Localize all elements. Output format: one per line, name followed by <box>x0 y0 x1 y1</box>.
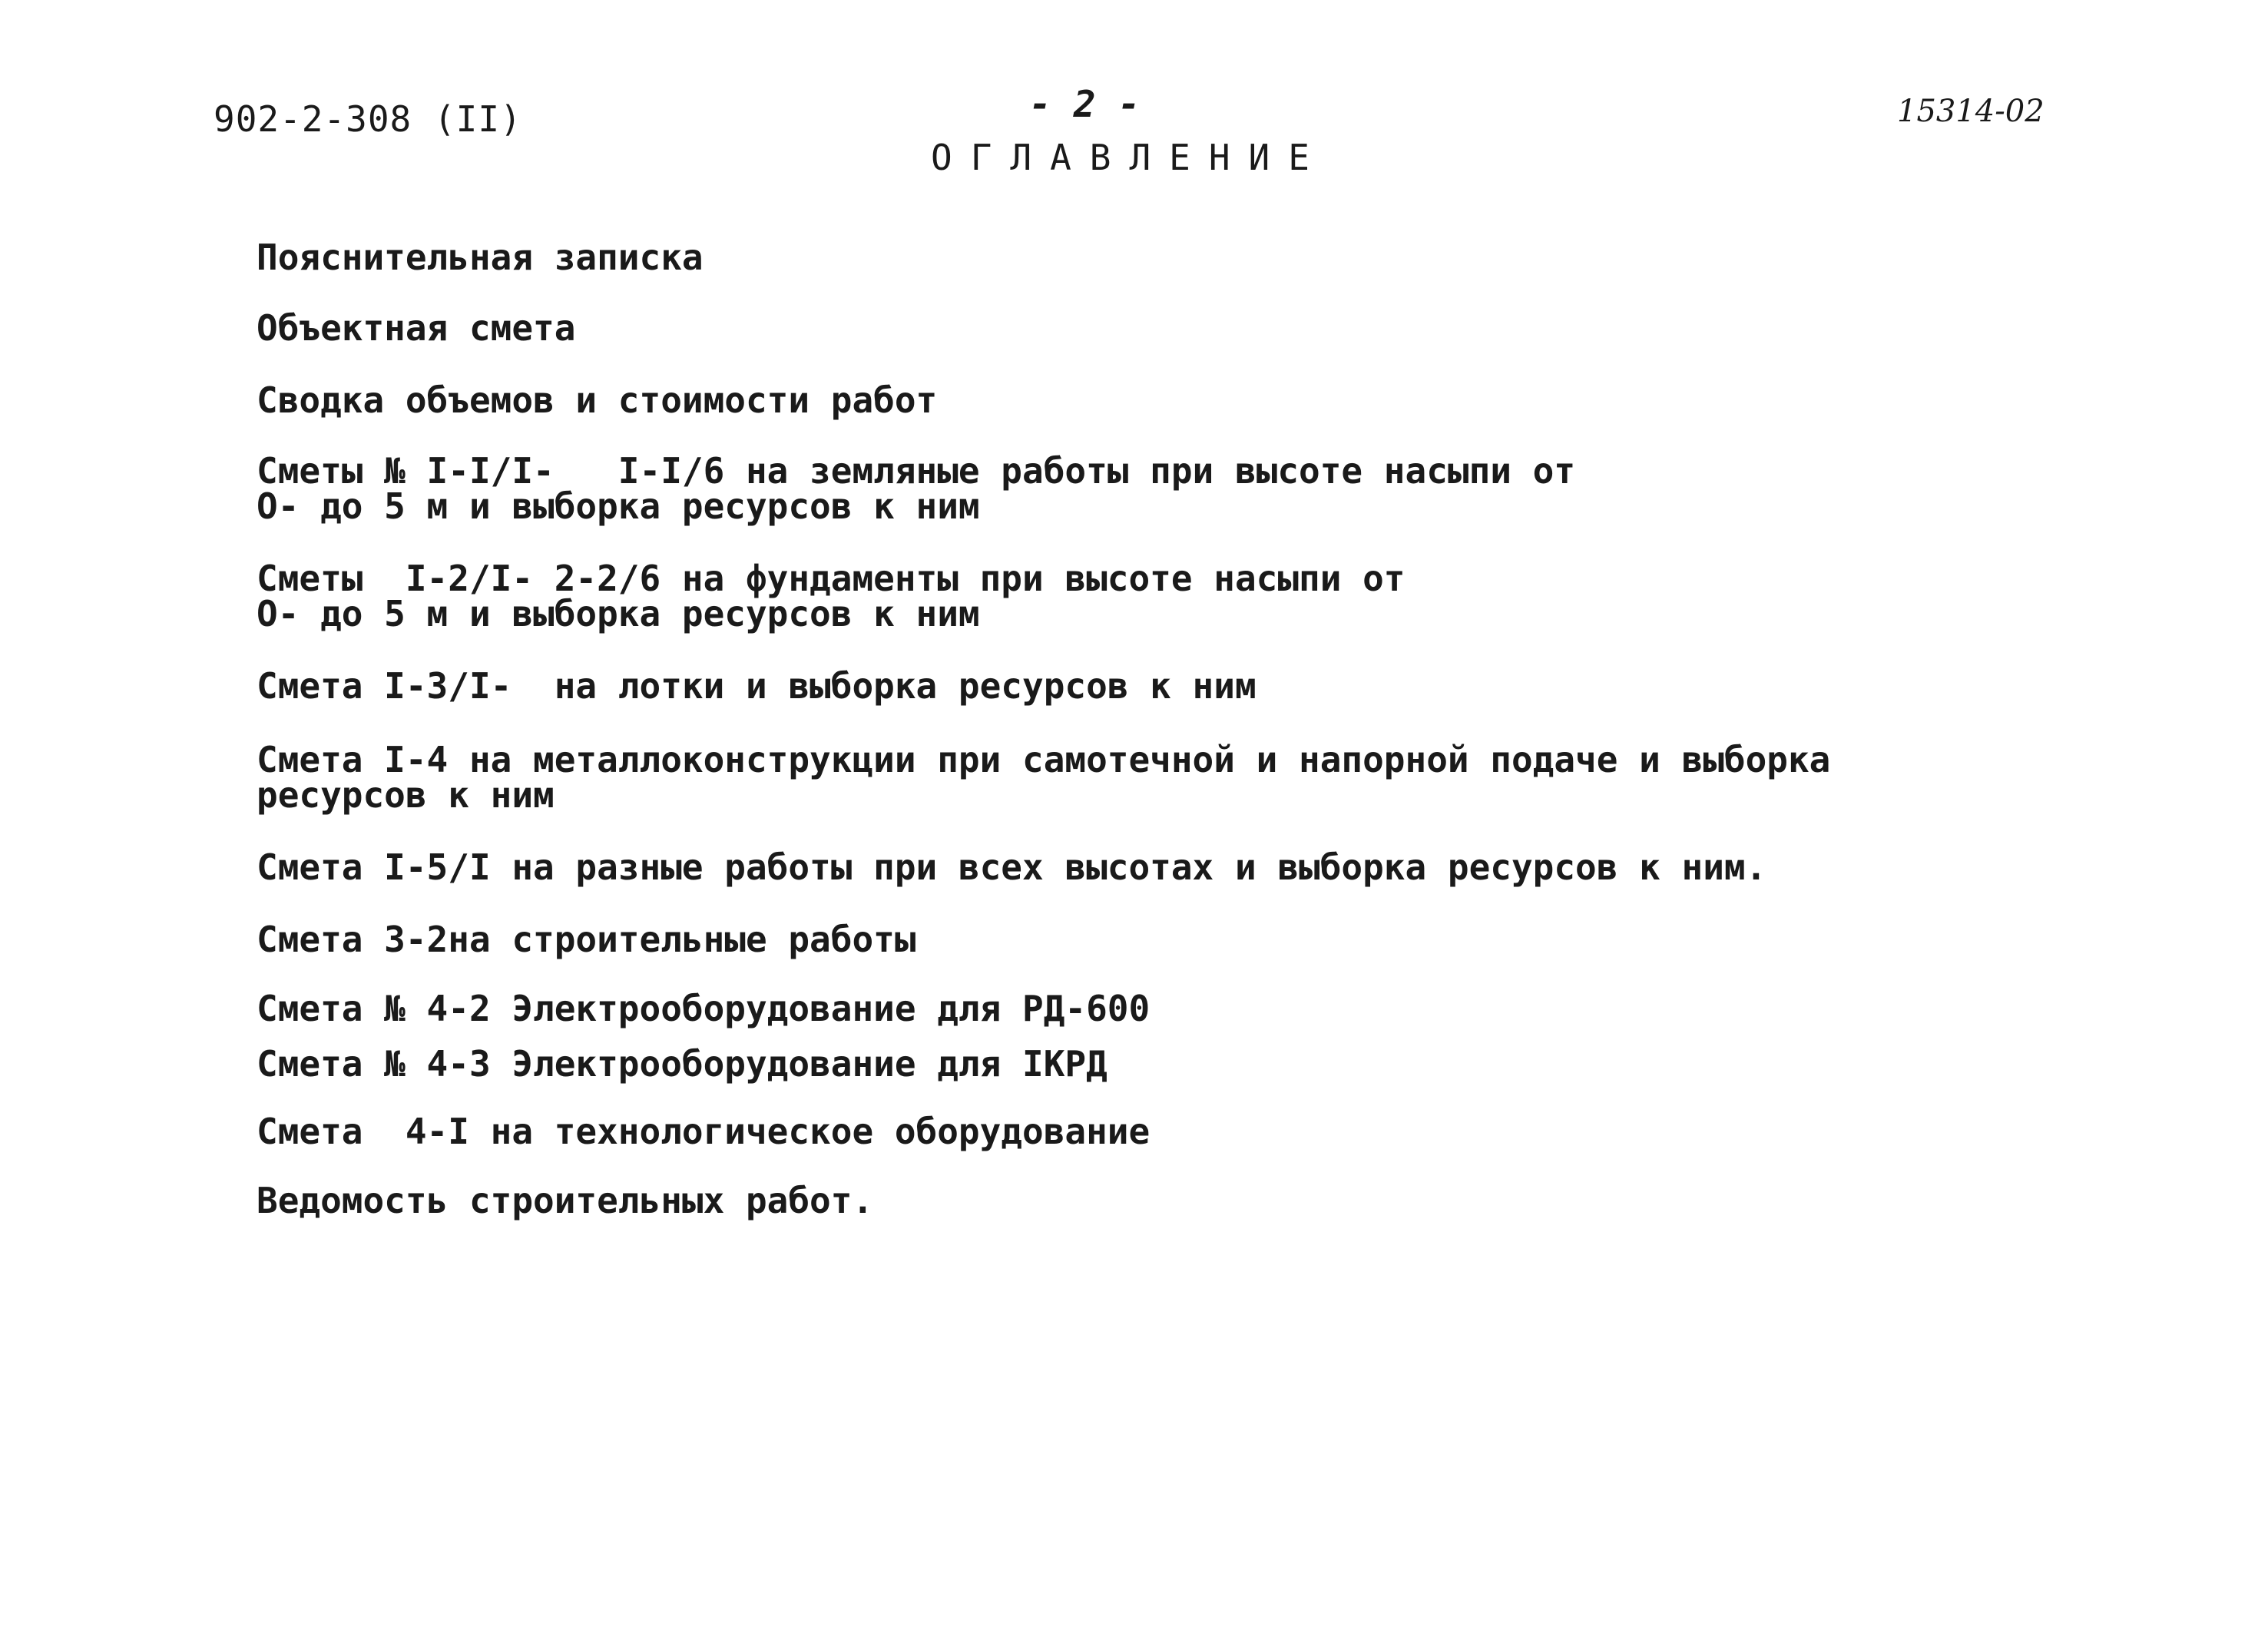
toc-entry <box>257 846 1767 888</box>
toc-entry <box>257 307 576 349</box>
toc-entry <box>257 1111 1151 1152</box>
toc-entry-line: Смета № 4-2 Электрооборудование для РД-600 <box>257 988 1151 1029</box>
toc-entry-line: Объектная смета <box>257 307 576 349</box>
toc-entry <box>257 988 1151 1029</box>
toc-entry <box>257 379 938 421</box>
toc-entry <box>257 739 1831 816</box>
toc-entry-line: Смета 4-I на технологическое оборудование <box>257 1111 1151 1152</box>
toc-entry-line: О- до 5 м и выборка ресурсов к ним <box>257 485 980 527</box>
archive-number: 15314-02 <box>1897 94 2045 129</box>
toc-entry-line: О- до 5 м и выборка ресурсов к ним <box>257 593 980 634</box>
toc-entry-line: Сметы I-2/I- 2-2/6 на фундаменты при высоте насыпи от <box>257 558 1405 599</box>
toc-entry <box>257 1043 1108 1085</box>
toc-entry-line: Смета I-4 на металлоконструкции при самотечной и напорной подаче и выборка <box>257 739 1831 780</box>
toc-entry-line: ресурсов к ним <box>257 774 555 816</box>
toc-title: ОГЛАВЛЕНИЕ <box>931 137 1328 178</box>
toc-entry <box>257 919 916 960</box>
toc-entry <box>257 237 704 278</box>
toc-entry <box>257 665 1257 707</box>
toc-entry-line: Пояснительная записка <box>257 237 704 278</box>
toc-entry-line: Смета 3-2на строительные работы <box>257 919 916 960</box>
toc-entry <box>257 558 1405 634</box>
page-number: - 2 - <box>1029 83 1141 126</box>
toc-entry <box>257 1180 874 1221</box>
toc-entry-line: Смета № 4-3 Электрооборудование для IКРД <box>257 1043 1108 1085</box>
toc-entry-line: Смета I-3/I- на лотки и выборка ресурсов к ним <box>257 665 1257 707</box>
toc-entry-line: Сметы № I-I/I- I-I/6 на земляные работы при высоте насыпи от <box>257 450 1576 492</box>
toc-entry <box>257 450 1576 527</box>
toc-entry-line: Смета I-5/I на разные работы при всех высотах и выборка ресурсов к ним. <box>257 846 1767 888</box>
toc-entry-line: Сводка объемов и стоимости работ <box>257 379 938 421</box>
document-code: 902-2-308 (II) <box>214 98 522 140</box>
toc-entry-line: Ведомость строительных работ. <box>257 1180 874 1221</box>
